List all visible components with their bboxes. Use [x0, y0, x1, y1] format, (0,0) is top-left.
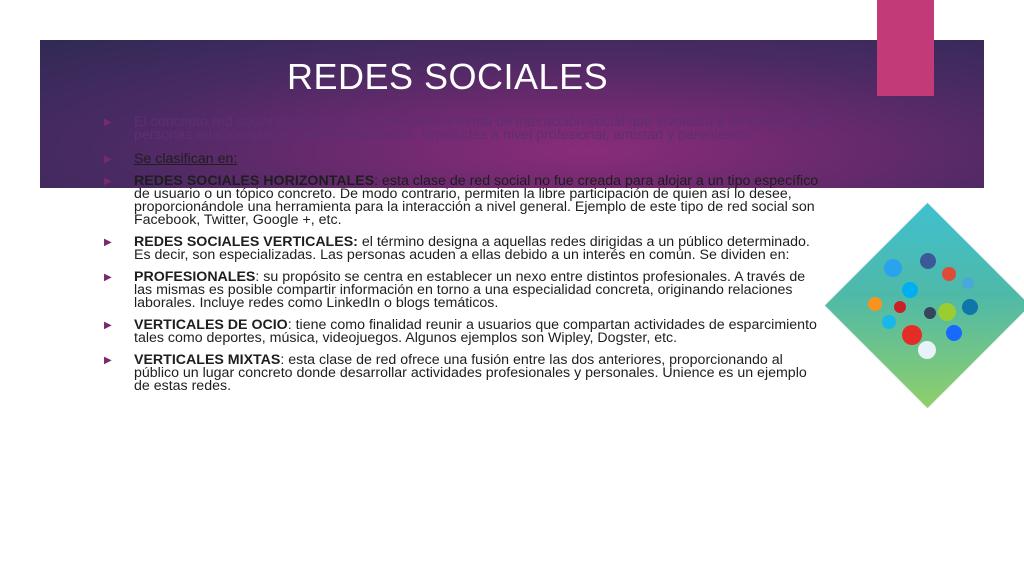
bullet-text — [134, 175, 824, 227]
skype-icon — [902, 282, 918, 298]
myspace-icon — [962, 277, 974, 289]
bullet-list — [104, 116, 824, 402]
bullet-body: el término designa a aquellas redes dirigidas a un público determinado. Es decir, son especializadas. Las personas acuden a ellas debido a un interés en común. Se dividen en: — [134, 234, 810, 263]
bullet-heading: VERTICALES MIXTAS — [134, 352, 281, 368]
bullet-arrow-icon: ▶ — [104, 355, 112, 366]
bullet-text — [134, 354, 824, 393]
image-background — [825, 203, 1024, 408]
bullet-text: Se clasifican en: — [134, 151, 238, 167]
bullet-body: : su propósito se centra en establecer un nexo entre distintos profesionales. A través de las mismas es posible compartir información en torno a una especialidad concreta, originando relaciones laborales. Incluye redes como LinkedIn o blogs temáticos. — [134, 269, 806, 311]
bullet-heading: PROFESIONALES — [134, 269, 256, 285]
google-plus-icon — [942, 267, 956, 281]
bullet-body: : esta clase de red ofrece una fusión entre las dos anteriores, proporcionando al público un lugar concreto donde desarrollar actividades profesionales y personales. Unience es un ejemplo de estas redes. — [134, 352, 807, 394]
linkedin-icon — [962, 299, 978, 315]
facebook-icon — [920, 253, 936, 269]
bullet-body: : esta clase de red social no fue creada para alojar a un tipo específico de usuario o un tópico concreto. De modo contrario, permiten la libre participación de quien así lo desee, proporcionándole una herramienta para la interacción a nivel general. Ejemplo de este tipo de red social son Facebook, Twitter, Google +, etc. — [134, 173, 819, 228]
bullet-item — [104, 319, 824, 345]
twitter-icon — [884, 259, 902, 277]
bullet-item — [104, 175, 824, 227]
bullet-text — [134, 236, 824, 262]
rss-icon — [868, 297, 882, 311]
bullet-arrow-icon: ▶ — [104, 154, 112, 165]
vimeo-icon — [882, 315, 896, 329]
flickr-icon — [938, 303, 956, 321]
youtube-icon — [902, 325, 922, 345]
pinterest-icon — [894, 301, 906, 313]
bullet-arrow-icon: ▶ — [104, 237, 112, 248]
behance-icon — [946, 325, 962, 341]
tumblr-icon — [924, 307, 936, 319]
bullet-item — [104, 236, 824, 262]
chat-icon — [918, 341, 936, 359]
bullet-arrow-icon: ▶ — [104, 117, 112, 128]
bullet-heading: REDES SOCIALES VERTICALES: — [134, 234, 358, 250]
bullet-item — [104, 153, 824, 166]
social-network-icons-image — [842, 207, 1012, 413]
accent-tab — [877, 0, 934, 96]
bullet-arrow-icon: ▶ — [104, 272, 112, 283]
slide-title: REDES SOCIALES — [287, 56, 609, 97]
bullet-heading: VERTICALES DE OCIO — [134, 317, 288, 333]
bullet-heading: REDES SOCIALES HORIZONTALES — [134, 173, 375, 189]
bullet-arrow-icon: ▶ — [104, 176, 112, 187]
bullet-item — [104, 116, 824, 142]
bullet-text — [134, 319, 824, 345]
bullet-body: : tiene como finalidad reunir a usuarios que compartan actividades de esparcimiento tales como deportes, música, videojuegos. Algunos ejemplos son Wipley, Dogster, etc. — [134, 317, 817, 346]
bullet-arrow-icon: ▶ — [104, 320, 112, 331]
bullet-item — [104, 271, 824, 310]
bullet-item — [104, 354, 824, 393]
bullet-text: El concepto red social alude a aquella estructura o forma de interacción social que involucra a un conjunto de personas relacionadas a partir de afinidades, similitudes a nivel profesional, amistad y parentesco. — [134, 114, 822, 143]
bullet-text — [134, 271, 824, 310]
